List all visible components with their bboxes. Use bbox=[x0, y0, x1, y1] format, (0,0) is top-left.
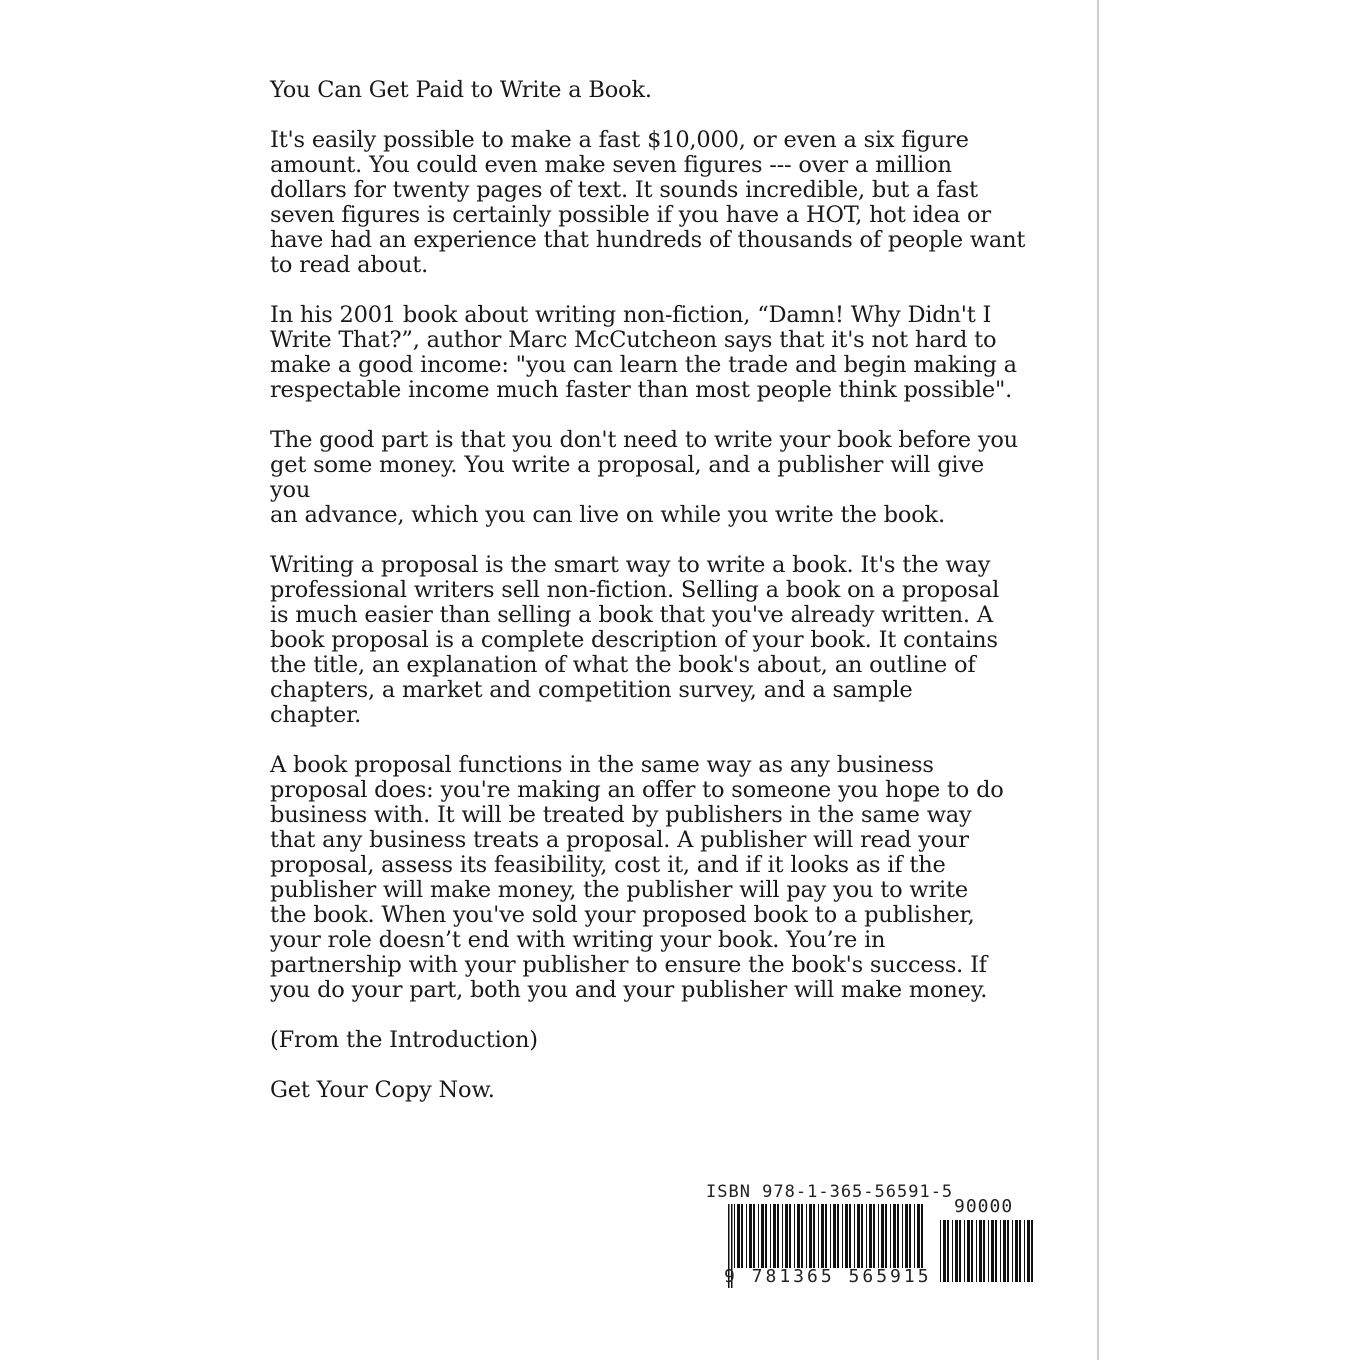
barcode-bar bbox=[758, 1204, 759, 1268]
barcode-bar bbox=[837, 1204, 839, 1268]
barcode-bar bbox=[988, 1220, 989, 1282]
addon-digits: 90000 bbox=[954, 1196, 1014, 1217]
barcode-bar bbox=[943, 1220, 946, 1282]
barcode-bar bbox=[789, 1204, 791, 1268]
barcode-bar bbox=[893, 1204, 896, 1268]
barcode-bar bbox=[801, 1204, 803, 1268]
barcode-bar bbox=[905, 1204, 908, 1268]
heading-paragraph: You Can Get Paid to Write a Book. bbox=[270, 77, 652, 103]
barcode-bar bbox=[830, 1204, 831, 1268]
barcode-bar bbox=[1007, 1220, 1009, 1282]
barcode-bar bbox=[866, 1204, 867, 1268]
barcode-bar bbox=[749, 1204, 752, 1268]
barcode-bar bbox=[869, 1204, 872, 1268]
barcode-bar bbox=[854, 1204, 855, 1268]
barcode-bar bbox=[1024, 1220, 1025, 1282]
barcode-bar bbox=[940, 1220, 941, 1282]
call-to-action: Get Your Copy Now. bbox=[270, 1077, 495, 1103]
barcode-bar bbox=[955, 1220, 958, 1282]
barcode-bar bbox=[991, 1220, 994, 1282]
barcode-bar bbox=[897, 1204, 899, 1268]
barcode-bar bbox=[809, 1204, 812, 1268]
barcode-bar bbox=[797, 1204, 800, 1268]
barcode-bar bbox=[741, 1204, 743, 1268]
page-edge-line bbox=[1097, 0, 1099, 1360]
barcode-bar bbox=[1031, 1220, 1033, 1282]
body-paragraph: A book proposal functions in the same way as any business proposal does: you're making an offer to someone you hope to do business with. It will be treated by publishers in the same way that any business treats a proposal. A publisher will read your proposal, assess its feasibility, cost it, and if it looks as if the publisher will make money, the publisher will pay you to write the book. When you've sold your proposed book to a publisher, your role doesn’t end with writing your book. You’re in partnership with your publisher to ensure the book's success. If you do your part, both you and your publisher will make money. bbox=[270, 752, 1004, 1003]
barcode-bar bbox=[1003, 1220, 1006, 1282]
barcode-bar bbox=[813, 1204, 815, 1268]
barcode-bar bbox=[857, 1204, 860, 1268]
barcode-bar bbox=[861, 1204, 863, 1268]
ean-digits: 9 781365 565915 bbox=[724, 1266, 932, 1287]
barcode-bar bbox=[885, 1204, 887, 1268]
barcode-bar bbox=[821, 1204, 824, 1268]
barcode-bar bbox=[964, 1220, 965, 1282]
barcode-bar bbox=[902, 1204, 903, 1268]
barcode-bar bbox=[873, 1204, 875, 1268]
barcode-bar bbox=[782, 1204, 783, 1268]
isbn-barcode bbox=[700, 1182, 1040, 1292]
barcode-bar bbox=[952, 1220, 953, 1282]
barcode-bar bbox=[979, 1220, 982, 1282]
barcode-bar bbox=[746, 1204, 747, 1268]
barcode-bar bbox=[845, 1204, 848, 1268]
barcode-bar bbox=[1015, 1220, 1018, 1282]
barcode-bar bbox=[917, 1204, 920, 1268]
barcode-bar bbox=[770, 1204, 771, 1268]
barcode-bar bbox=[995, 1220, 997, 1282]
barcode-bar bbox=[976, 1220, 977, 1282]
barcode-bar bbox=[959, 1220, 961, 1282]
barcode-bar bbox=[909, 1204, 911, 1268]
barcode-bar bbox=[967, 1220, 970, 1282]
barcode-bar bbox=[1019, 1220, 1021, 1282]
barcode-bar bbox=[825, 1204, 827, 1268]
barcode-bar bbox=[765, 1204, 767, 1268]
barcode-bar bbox=[737, 1204, 740, 1268]
barcode-bar bbox=[890, 1204, 891, 1268]
barcode-bar bbox=[806, 1204, 807, 1268]
body-paragraph: In his 2001 book about writing non-fiction, “Damn! Why Didn't I Write That?”, author Marc McCutcheon says that it's not hard to make a good income: "you can learn the trade and begin making a respectable income much faster than most people think possible". bbox=[270, 302, 1017, 403]
barcode-bar bbox=[753, 1204, 755, 1268]
barcode-bar bbox=[881, 1204, 884, 1268]
barcode-bar bbox=[1027, 1220, 1030, 1282]
barcode-bar bbox=[921, 1204, 923, 1268]
body-paragraph: It's easily possible to make a fast $10,000, or even a six figure amount. You could even make seven figures --- over a million dollars for twenty pages of text. It sounds incredible, but a fast seven figures is certainly possible if you have a HOT, hot idea or have had an experience that hundreds of thousands of people want to read about. bbox=[270, 127, 1026, 278]
isbn-label: ISBN 978-1-365-56591-5 bbox=[706, 1182, 954, 1202]
barcode-bar bbox=[878, 1204, 879, 1268]
barcode-bar bbox=[842, 1204, 843, 1268]
barcode-bar bbox=[785, 1204, 788, 1268]
barcode-bar bbox=[794, 1204, 795, 1268]
barcode-bar bbox=[773, 1204, 776, 1268]
body-paragraph: Writing a proposal is the smart way to write a book. It's the way professional writers sell non-fiction. Selling a book on a proposal is much easier than selling a book that you've already written. A book proposal is a complete description of your book. It contains the title, an explanation of what the book's about, an outline of chapters, a market and competition survey, and a sample chapter. bbox=[270, 552, 1000, 728]
barcode-bar bbox=[914, 1204, 915, 1268]
barcode-bar bbox=[734, 1204, 735, 1268]
barcode-bar bbox=[777, 1204, 779, 1268]
body-paragraph: The good part is that you don't need to write your book before you get some money. You write a proposal, and a publisher will give you an advance, which you can live on while you write the book. bbox=[270, 427, 1018, 528]
source-note: (From the Introduction) bbox=[270, 1027, 538, 1053]
barcode-bar bbox=[971, 1220, 973, 1282]
back-cover-text bbox=[270, 78, 1030, 1128]
barcode-bar bbox=[849, 1204, 851, 1268]
barcode-bar bbox=[833, 1204, 836, 1268]
barcode-bar bbox=[1000, 1220, 1001, 1282]
barcode-bar bbox=[947, 1220, 949, 1282]
barcode-bar bbox=[983, 1220, 985, 1282]
barcode-bar bbox=[1012, 1220, 1013, 1282]
barcode-bar bbox=[761, 1204, 764, 1268]
barcode-bar bbox=[818, 1204, 819, 1268]
